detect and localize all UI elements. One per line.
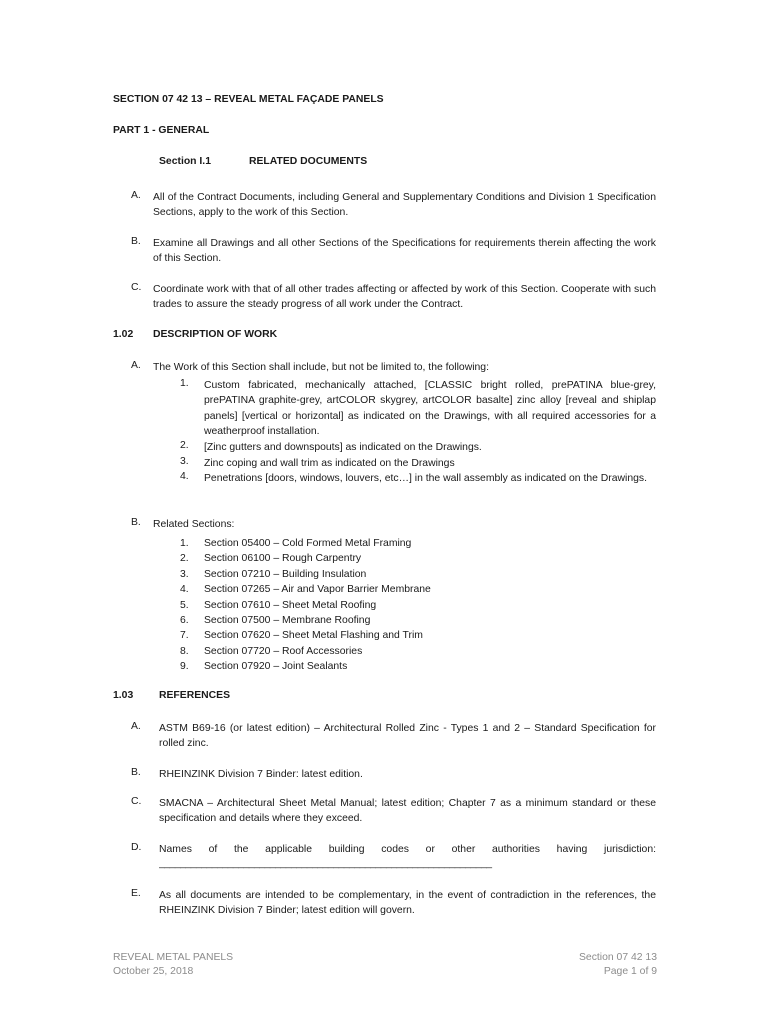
part-title: PART 1 - GENERAL [113, 125, 210, 136]
list-item: Custom fabricated, mechanically attached, [CLASSIC bright rolled, prePATINA blue-grey, prePATINA graphite-grey, artCOLOR skygrey, artCOLOR basalte] zinc alloy [reveal and shiplap panels] [vertical or horizontal] as indicated on the Drawings, with all required accessories for a weatherproof installation. [204, 380, 656, 438]
list-item [180, 567, 650, 582]
subsection-title: RELATED DOCUMENTS [249, 156, 368, 167]
list-number: 5. [180, 599, 189, 611]
heading-number: 1.02 [113, 329, 134, 340]
footer-section-number: Section 07 42 13 [579, 952, 657, 963]
list-item [180, 551, 650, 566]
list-number: 1. [180, 538, 189, 549]
list-item [180, 659, 650, 674]
list-item-text: Section 07720 – Roof Accessories [204, 645, 363, 657]
footer-date: October 25, 2018 [113, 966, 194, 977]
related-sections-list [180, 536, 650, 675]
subsection-number: Section I.1 [159, 156, 211, 167]
paragraph: The Work of this Section shall include, but not be limited to, the following: [153, 362, 489, 373]
list-item-text: Section 07265 – Air and Vapor Barrier Membrane [204, 584, 431, 596]
item-letter: C. [131, 282, 142, 293]
blank-line: _______________________________________________________________ [159, 858, 492, 869]
list-number: 4. [180, 471, 189, 482]
item-letter: A. [131, 721, 141, 732]
heading-title: DESCRIPTION OF WORK [153, 329, 278, 340]
item-letter: C. [131, 796, 142, 807]
footer-page-number: Page 1 of 9 [603, 966, 657, 977]
list-item [180, 598, 650, 613]
list-item [180, 536, 650, 551]
item-letter: A. [131, 190, 141, 201]
list-number: 9. [180, 661, 189, 673]
list-item [180, 582, 650, 597]
list-number: 4. [180, 584, 189, 596]
paragraph: Names of the applicable building codes or other authorities having jurisdiction: [159, 844, 656, 855]
paragraph: ASTM B69-16 (or latest edition) – Architectural Rolled Zinc - Types 1 and 2 – Standard Specification for rolled zinc. [159, 723, 656, 750]
list-item-text: Section 07920 – Joint Sealants [204, 661, 348, 673]
list-item-text: Section 06100 – Rough Carpentry [204, 553, 362, 565]
footer-doc-title: REVEAL METAL PANELS [113, 952, 234, 963]
item-letter: B. [131, 236, 141, 247]
item-letter: E. [131, 888, 141, 899]
list-item-text: Section 07210 – Building Insulation [204, 568, 367, 580]
list-item-text: Section 05400 – Cold Formed Metal Framing [204, 538, 412, 549]
list-number: 2. [180, 440, 189, 451]
footer-right [579, 951, 657, 979]
paragraph: Coordinate work with that of all other trades affecting or affected by work of this Section. Cooperate with such trades to assure the steady progress of all work under the Contract. [153, 284, 656, 311]
item-letter: B. [131, 767, 141, 778]
list-item-text: Section 07610 – Sheet Metal Roofing [204, 599, 377, 611]
list-number: 3. [180, 456, 189, 467]
paragraph: RHEINZINK Division 7 Binder: latest edition. [159, 769, 363, 780]
paragraph: As all documents are intended to be complementary, in the event of contradiction in the references, the RHEINZINK Division 7 Binder; latest edition will govern. [159, 890, 656, 917]
list-item: [Zinc gutters and downspouts] as indicated on the Drawings. [204, 442, 482, 453]
footer-left [113, 951, 233, 979]
section-title: SECTION 07 42 13 – REVEAL METAL FAÇADE PANELS [113, 94, 384, 105]
heading-number: 1.03 [113, 690, 134, 701]
list-number: 8. [180, 645, 189, 657]
list-number: 3. [180, 568, 189, 580]
list-item [180, 628, 650, 643]
list-item [180, 644, 650, 659]
list-number: 6. [180, 615, 189, 627]
paragraph: Related Sections: [153, 519, 235, 530]
item-letter: D. [131, 842, 142, 853]
paragraph: All of the Contract Documents, including General and Supplementary Conditions and Division 1 Specification Sections, apply to the work of this Section. [153, 192, 656, 219]
list-item-text: Section 07620 – Sheet Metal Flashing and Trim [204, 630, 423, 642]
paragraph: Examine all Drawings and all other Sections of the Specifications for requirements therein affecting the work of this Section. [153, 238, 656, 265]
list-number: 2. [180, 553, 189, 565]
list-item-text: Section 07500 – Membrane Roofing [204, 615, 371, 627]
list-number: 1. [180, 378, 189, 389]
paragraph: SMACNA – Architectural Sheet Metal Manual; latest edition; Chapter 7 as a minimum standard or these specification and details where they exceed. [159, 798, 656, 825]
list-item [180, 613, 650, 628]
heading-title: REFERENCES [159, 690, 231, 701]
list-item: Zinc coping and wall trim as indicated on the Drawings [204, 458, 455, 469]
item-letter: A. [131, 360, 141, 371]
list-number: 7. [180, 630, 189, 642]
item-letter: B. [131, 517, 141, 528]
list-item: Penetrations [doors, windows, louvers, etc…] in the wall assembly as indicated on the Drawings. [204, 473, 647, 484]
